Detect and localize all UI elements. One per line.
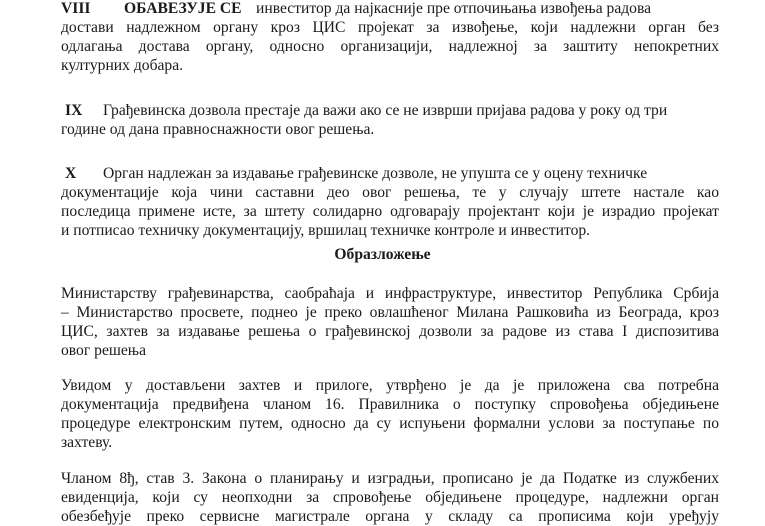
paragraph-line: обезбеђује преко сервисне магистрале органа у складу са прописима који уређују	[61, 508, 719, 525]
item-line: Орган надлежан за издавање грађевинске дозволе, не упушта се у оцену техничке	[103, 165, 648, 182]
item-line: и потписао техничку документацију, вршилац техничке контроле и инвеститор.	[61, 222, 591, 239]
paragraph-line: евиденција, који су неопходни за спровођење обједињене процедуре, надлежни орган	[61, 489, 719, 506]
paragraph-line: – Министарство просвете, поднео је преко овлашћеног Милана Рашковића из Београда, кроз	[61, 304, 719, 321]
item-line: Грађевинска дозвола престаје да важи ако се не изврши пријава радова у року од три	[103, 102, 668, 119]
item-line: године од дана правноснажности овог решења.	[61, 121, 375, 138]
item-line: инвеститор да најкасније пре отпочињања извођења радова	[256, 0, 652, 17]
item-number: IX	[65, 102, 83, 119]
paragraph-line: процедуре електронским путем, односно да су испуњени формални услови за поступање по	[61, 415, 719, 432]
item-number: X	[65, 165, 77, 182]
paragraph-line: овог решења	[61, 342, 146, 359]
item-x-first-line	[61, 165, 647, 183]
item-viii-first-line	[61, 0, 651, 18]
paragraph-line: ЦИС, захтев за издавање решења о грађевинској дозволи за радове из става I диспозитива	[61, 323, 719, 340]
item-lead: ОБАВЕЗУЈЕ СЕ	[124, 0, 242, 17]
item-number: VIII	[61, 0, 91, 17]
paragraph-line: Увидом у достављени захтев и прилоге, утврђено је да је приложена сва потребна	[61, 377, 719, 394]
section-heading: Образложење	[334, 246, 431, 263]
paragraph-line: захтеву.	[61, 434, 113, 451]
item-ix-first-line	[61, 102, 667, 120]
item-line: културних добара.	[61, 57, 184, 74]
item-line: достави надлежном органу кроз ЦИС пројекат за извођење, који надлежни орган без	[61, 19, 719, 36]
item-line: документације која чини саставни део овог решења, те у случају штете настале као	[61, 184, 719, 201]
item-line: одлагања достава органу, односно организацији, надлежној за заштиту непокретних	[61, 38, 719, 55]
item-line: последица примене исте, за штету солидарно одговарају пројектант који је израдио пројекат	[61, 203, 719, 220]
paragraph-line: Министарству грађевинарства, саобраћаја и инфраструктуре, инвеститор Република Србија	[61, 285, 719, 302]
paragraph-line: Чланом 8ђ, став 3. Закона о планирању и изградњи, прописано је да Податке из службених	[61, 470, 719, 487]
paragraph-line: документација предвиђена чланом 16. Правилника о поступку спровођења обједињене	[61, 396, 719, 413]
